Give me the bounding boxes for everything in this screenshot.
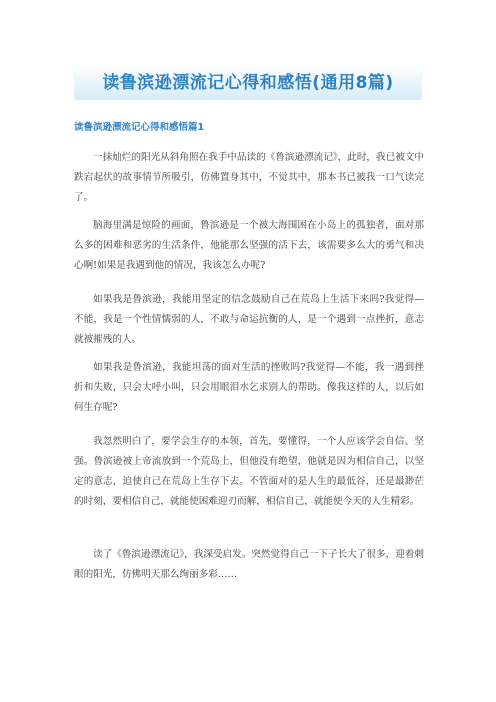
title-banner bbox=[74, 66, 422, 100]
paragraph-5: 我忽然明白了，要学会生存的本领，首先，要懂得，一个人应该学会自信、坚强。鲁滨逊被上帝流放到一个荒岛上，但他没有绝望，他就是因为相信自己，以坚定的意志，迫使自己在荒岛上生存下去。不管面对的是人生的最低谷，还是最渺茫的时刻，要相信自己，就能使困难迎刃而解，相信自己，就能使今天的人生精彩。 bbox=[74, 436, 424, 507]
paragraph-4: 如果我是鲁滨逊，我能坦荡的面对生活的挫败吗?我觉得—不能，我一遇到挫折和失败，只会大呼小叫，只会用眼泪水乞求别人的帮助。像我这样的人，以后如何生存呢? bbox=[74, 362, 424, 413]
paragraph-6: 读了《鲁滨逊漂流记》，我深受启发。突然觉得自己一下子长大了很多，迎着刺眼的阳光，仿佛明天那么绚丽多彩…… bbox=[74, 549, 424, 580]
paragraph-3: 如果我是鲁滨逊，我能用坚定的信念鼓励自己在荒岛上生活下来吗?我觉得—不能，我是一个性情懦弱的人，不敢与命运抗衡的人，是一个遇到一点挫折，意志就被摧残的人。 bbox=[74, 294, 424, 345]
section-heading: 读鲁滨逊漂流记心得和感悟篇1 bbox=[74, 122, 205, 133]
paragraph-1: 一抹灿烂的阳光从斜角照在我手中品读的《鲁滨逊漂流记》，此时，我已被文中跌宕起伏的故事情节所吸引，仿佛置身其中，不觉其中，那本书已被我一口气读完了。 bbox=[74, 152, 424, 203]
paragraph-2: 脑海里满是惊险的画面，鲁滨逊是一个被大海围困在小岛上的孤独者，面对那么多的困难和恶劣的生活条件，他能那么坚强的活下去，该需要多么大的勇气和决心啊!如果是我遇到他的情况，我该怎么办呢? bbox=[74, 220, 424, 271]
page-title: 读鲁滨逊漂流记心得和感悟(通用8篇) bbox=[102, 73, 394, 93]
